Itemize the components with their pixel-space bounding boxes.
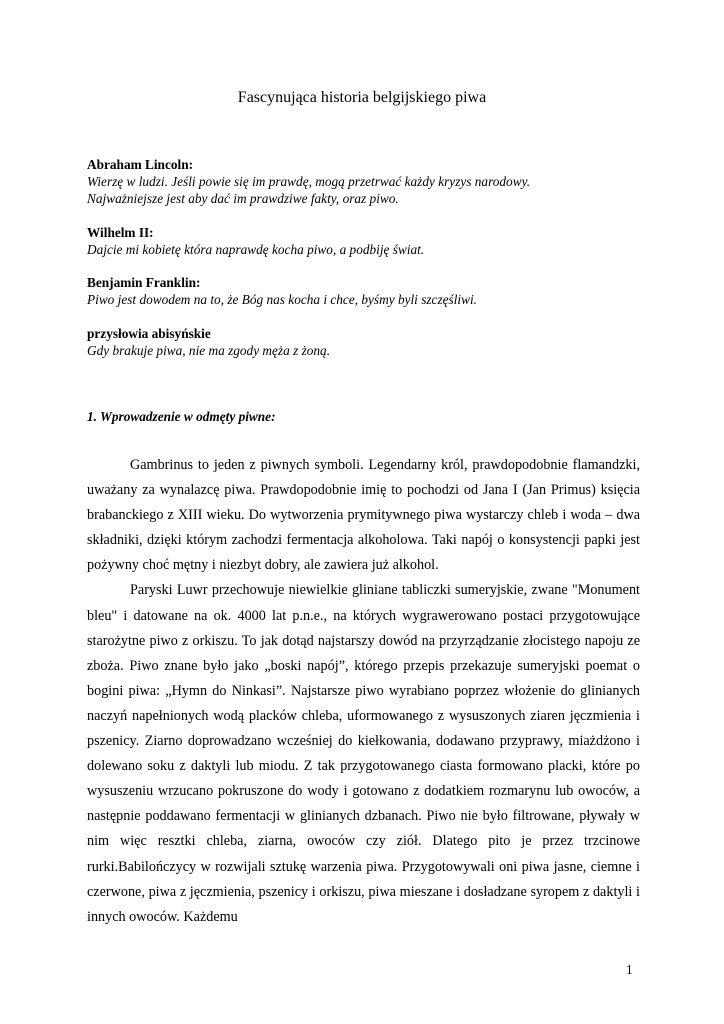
quote-author: Wilhelm II: (87, 225, 154, 240)
quote-wilhelm (87, 224, 647, 258)
paragraph: Gambrinus to jeden z piwnych symboli. Legendarny król, prawdopodobnie flamandzki, uważany za wynalazcę piwa. Prawdopodobnie imię to pochodzi od Jana I (Jan Primus) księcia brabanckiego z XIII wieku. Do wytworzenia prymitywnego piwa wystarczy chleb i woda – dwa składniki, dzięki którym zachodzi fermentacja alkoholowa. Taki napój o konsystencji papki jest pożywny choć mętny i niezbyt dobry, ale zawiera już alkohol. (87, 457, 640, 574)
quote-lincoln (87, 156, 647, 207)
quote-text: Dajcie mi kobietę która naprawdę kocha piwo, a podbiję świat. (87, 242, 425, 257)
body-text (87, 453, 640, 930)
paragraph: Paryski Luwr przechowuje niewielkie gliniane tabliczki sumeryjskie, zwane "Monument bleu" i datowane na ok. 4000 lat p.n.e., na których wygrawerowano postaci przygotowujące starożytne piwo z orkiszu. To jak dotąd najstarszy dowód na przyrządzanie złocistego napoju ze zboża. Piwo znane było jako „boski napój”, którego przepis przekazuje sumeryjski poemat o bogini piwa: „Hymn do Ninkasi”. Najstarsze piwo wyrabiano poprzez włożenie do glinianych naczyń napełnionych wodą placków chleba, uformowanego z wysuszonych ziaren jęczmienia i pszenicy. Ziarno doprowadzano wcześniej do kiełkowania, dodawano przyprawy, miażdżono i dolewano soku z daktyli lub miodu. Z tak przygotowanego ciasta formowano placki, które po wysuszeniu wrzucano pokruszone do wody i gotowano z dodatkiem rozmarynu lub owoców, a następnie poddawano fermentacji w glinianych dzbanach. Piwo nie było filtrowane, pływały w nim więc resztki chleba, ziarna, owoców czy ziół. Dlatego pito je przez trzcinowe rurki.Babilończycy w rozwijali sztukę warzenia piwa. Przygotowywali oni piwa jasne, ciemne i czerwone, piwa z jęczmienia, pszenicy i orkiszu, piwa mieszane i dosładzane syropem z daktyli i innych owoców. Każdemu (87, 582, 640, 925)
quote-text: Piwo jest dowodem na to, że Bóg nas kocha i chce, byśmy byli szczęśliwi. (87, 292, 477, 307)
quote-author: Benjamin Franklin: (87, 275, 201, 290)
quote-author: przysłowia abisyńskie (87, 326, 211, 341)
document-title: Fascynująca historia belgijskiego piwa (237, 89, 487, 106)
quote-abyssinian-proverb (87, 325, 647, 359)
section-heading: 1. Wprowadzenie w odmęty piwne: (87, 409, 276, 424)
page-number: 1 (626, 962, 633, 977)
quote-text: Najważniejsze jest aby dać im prawdziwe fakty, oraz piwo. (87, 191, 399, 206)
quote-text: Gdy brakuje piwa, nie ma zgody męża z żoną. (87, 343, 331, 358)
quote-author: Abraham Lincoln: (87, 157, 194, 172)
quote-franklin (87, 274, 647, 308)
quote-text: Wierzę w ludzi. Jeśli powie się im prawdę, mogą przetrwać każdy kryzys narodowy. (87, 174, 531, 189)
